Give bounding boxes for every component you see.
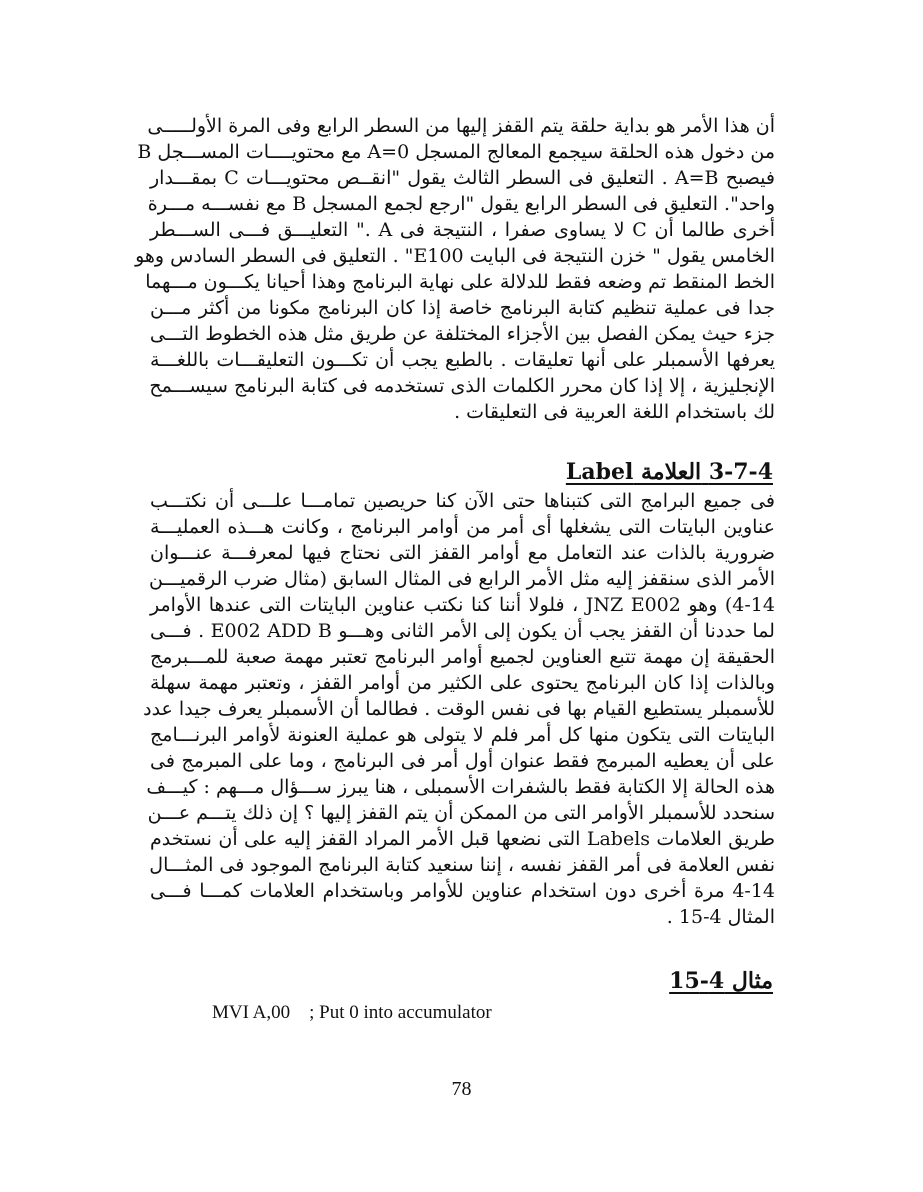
- paragraph-line: أخرى طالما أن C لا يساوى صفرا ، النتيجة فى A ." التعليـــق فـــى الســـطر: [150, 219, 775, 241]
- paragraph-line: ضرورية بالذات عند التعامل مع أوامر القفز التى نحتاج فيها لمعرفـــة عنـــوان: [150, 542, 775, 564]
- paragraph-line: واحد". التعليق فى السطر الرابع يقول "ارجع لجمع المسجل B مع نفســـه مـــرة: [147, 193, 775, 215]
- paragraph-line: سنحدد للأسمبلر الأوامر التى من الممكن أن يتم القفز إليها ؟ إن ذلك يتـــم عـــن: [147, 802, 775, 824]
- paragraph-line: نفس العلامة فى أمر القفز نفسه ، إننا سنعيد كتابة البرنامج الموجود فى المثـــال: [149, 854, 775, 876]
- paragraph-line: لك باستخدام اللغة العربية فى التعليقات .: [454, 401, 775, 423]
- code-instruction: MVI A,00: [212, 1002, 291, 1023]
- paragraph-line: الخامس يقول " خزن النتيجة فى البايت E100" . التعليق فى السطر السادس وهو: [135, 245, 775, 267]
- paragraph-line: طريق العلامات Labels التى نضعها قبل الأمر المراد القفز إليه على أن نستخدم: [150, 828, 775, 850]
- paragraph-label-explanation: [143, 488, 775, 930]
- paragraph-loop-explanation: [135, 113, 775, 425]
- code-comment: ; Put 0 into accumulator: [309, 1002, 492, 1023]
- example-heading: مثال 4-15: [669, 968, 773, 994]
- paragraph-line: فى جميع البرامج التى كتبناها حتى الآن كنا حريصين تمامـــا علـــى أن نكتـــب: [150, 490, 775, 512]
- section-title: العلامة Label: [565, 459, 702, 485]
- paragraph-line: 4-14 مرة أخرى دون استخدام عناوين للأوامر وباستخدام العلامات كمـــا فـــى: [150, 880, 775, 902]
- section-number: 3-7-4: [708, 459, 773, 485]
- paragraph-line: على أن يعطيه المبرمج فقط عنوان أول أمر فى البرنامج ، وما على المبرمج فى: [150, 750, 775, 772]
- paragraph-line: يعرفها الأسمبلر على أنها تعليقات . بالطبع يجب أن تكـــون التعليقـــات باللغـــة: [150, 349, 775, 371]
- paragraph-line: الأمر الذى سنقفز إليه مثل الأمر الرابع فى المثال السابق (مثال ضرب الرقميـــن: [149, 568, 775, 590]
- section-heading-label: [566, 458, 773, 486]
- paragraph-line: عناوين البايتات التى يشغلها أى أمر من أوامر البرنامج ، وكانت هـــذه العمليـــة: [150, 516, 775, 538]
- paragraph-line: البايتات التى يتكون منها كل أمر فلم لا يتولى هو عملية العنونة لأوامر البرنـــامج: [150, 724, 775, 746]
- paragraph-line: هذه الحالة إلا الكتابة فقط بالشفرات الأسمبلى ، هنا يبرز ســـؤال مـــهم : كيـــف: [146, 776, 775, 798]
- paragraph-line: المثال 4-15 .: [666, 906, 775, 928]
- paragraph-line: أن هذا الأمر هو بداية حلقة يتم القفز إليها من السطر الرابع وفى المرة الأولـــــى: [147, 115, 775, 137]
- paragraph-line: وبالذات إذا كان البرنامج يحتوى على الكثير من أوامر القفز ، وتعتبر مهمة سهلة: [150, 672, 775, 694]
- paragraph-line: لما حددنا أن القفز يجب أن يكون إلى الأمر الثانى وهـــو E002 ADD B . فـــى: [150, 620, 775, 642]
- paragraph-line: الإنجليزية ، إلا إذا كان محرر الكلمات الذى تستخدمه فى كتابة البرنامج سيســـمح: [149, 375, 775, 397]
- paragraph-line: جدا فى عملية تنظيم كتابة البرنامج خاصة إذا كان البرنامج مكونا من أكثر مـــن: [150, 297, 775, 319]
- paragraph-line: للأسمبلر يستطيع القيام بها فى نفس الوقت . فطالما أن الأسمبلر يعرف جيدا عدد: [143, 698, 775, 720]
- paragraph-line: الحقيقة إن مهمة تتبع العناوين لجميع أوامر البرنامج تعتبر مهمة صعبة للمـــبرمج: [150, 646, 775, 668]
- page-number: 78: [451, 1078, 472, 1100]
- paragraph-line: الخط المنقط تم وضعه فقط للدلالة على نهاية البرنامج وهذا أحيانا يكـــون مـــهما: [145, 271, 775, 293]
- paragraph-line: 4-14) وهو JNZ E002 ، فلولا أننا كنا نكتب عناوين البايتات التى عندها الأوامر: [150, 594, 775, 616]
- code-line: [212, 1000, 492, 1026]
- paragraph-line: جزء حيث يمكن الفصل بين الأجزاء المختلفة عن طريق مثل هذه الخطوط التـــى: [149, 323, 775, 345]
- paragraph-line: فيصبح A=B . التعليق فى السطر الثالث يقول "انقــص محتويـــات C بمقـــدار: [150, 167, 775, 189]
- paragraph-line: من دخول هذه الحلقة سيجمع المعالج المسجل A=0 مع محتويــــات المســـجل B: [137, 141, 775, 163]
